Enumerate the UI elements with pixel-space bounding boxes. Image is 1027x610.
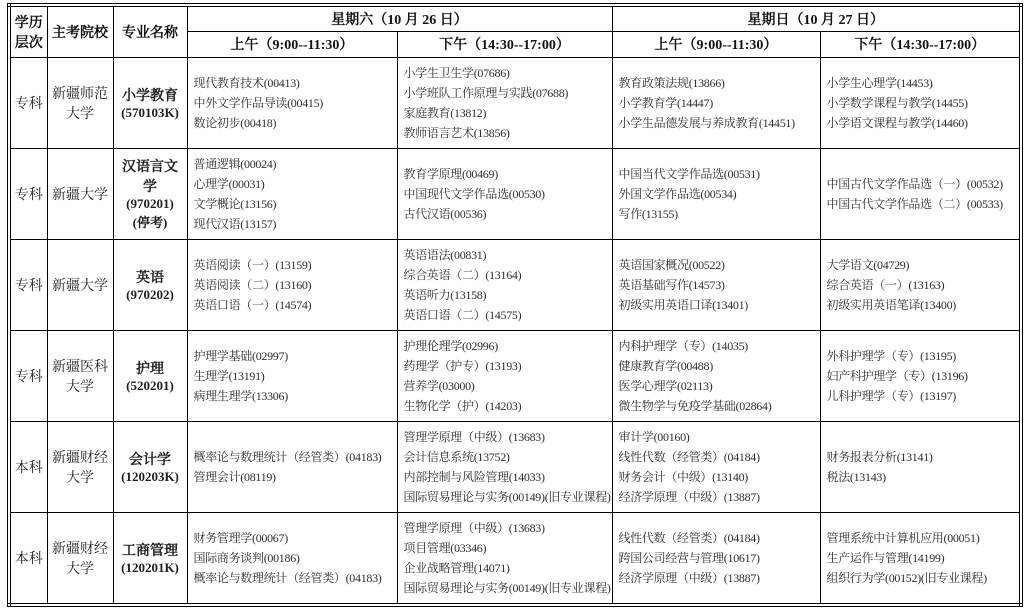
course-entry: 英语阅读（二）(13160) (193, 277, 312, 292)
header-sun-am: 上午（9:00--11:30） (612, 31, 820, 57)
session-cell-sat-pm (397, 512, 612, 605)
school-cell: 新疆大学 (47, 148, 113, 239)
session-cell-sun-pm (820, 421, 1021, 512)
header-sat-pm: 下午（14:30--17:00） (397, 31, 612, 57)
major-cell (113, 512, 187, 605)
course-entry: 外国文学作品选(00534) (618, 186, 737, 201)
course-entry: 小学班队工作原理与实践(07688) (403, 85, 569, 100)
course-entry: 综合英语（一）(13163) (826, 277, 945, 292)
course-entry: 组织行为学(00152)(旧专业课程) (826, 570, 987, 585)
major-code: (520201) (126, 377, 174, 393)
course-entry: 教育学原理(00469) (403, 166, 498, 181)
course-entry: 普通逻辑(00024) (193, 156, 277, 171)
course-entry: 国际商务谈判(00186) (193, 550, 300, 565)
course-entry: 中国现代文学作品选(00530) (403, 186, 545, 201)
course-entry: 儿科护理学（专）(13197) (826, 388, 956, 403)
session-cell-sun-am (612, 57, 820, 148)
session-cell-sun-pm (820, 239, 1021, 330)
course-entry: 大学语文(04729) (826, 257, 910, 272)
session-cell-sat-am (187, 57, 397, 148)
major-cell (113, 148, 187, 239)
course-entry: 文学概论(13156) (193, 196, 277, 211)
session-cell-sat-pm (397, 57, 612, 148)
course-entry: 小学教育学(14447) (618, 95, 713, 110)
course-entry: 药理学（护专）(13193) (403, 358, 522, 373)
session-cell-sat-pm (397, 239, 612, 330)
session-cell-sun-am (612, 239, 820, 330)
session-cell-sun-pm (820, 512, 1021, 605)
course-entry: 概率论与数理统计（经管类）(04183) (193, 449, 382, 464)
table-header (9, 5, 1021, 57)
course-entry: 国际贸易理论与实务(00149)(旧专业课程) (403, 580, 611, 595)
course-entry: 小学数学课程与教学(14455) (826, 95, 968, 110)
course-entry: 线性代数（经管类）(04184) (618, 449, 760, 464)
course-entry: 线性代数（经管类）(04184) (618, 530, 760, 545)
course-entry: 小学生卫生学(07686) (403, 65, 510, 80)
header-sun-pm: 下午（14:30--17:00） (820, 31, 1021, 57)
major-name: 护理 (136, 361, 164, 377)
table-row (9, 330, 1021, 421)
course-entry: 财务会计（中级）(13140) (618, 469, 748, 484)
course-entry: 病理生理学(13306) (193, 388, 288, 403)
course-entry: 中国古代文学作品选（一）(00532) (826, 176, 1003, 191)
course-entry: 写作(13155) (618, 206, 678, 221)
course-entry: 税法(13143) (826, 469, 886, 484)
course-entry: 小学生心理学(14453) (826, 75, 933, 90)
course-entry: 初级实用英语笔译(13400) (826, 297, 956, 312)
course-entry: 教育政策法规(13866) (618, 75, 725, 90)
course-entry: 生理学(13191) (193, 368, 265, 383)
course-entry: 小学生品德发展与养成教育(14451) (618, 115, 795, 130)
course-entry: 英语听力(13158) (403, 287, 487, 302)
level-cell: 专科 (9, 239, 47, 330)
table-row (9, 57, 1021, 148)
session-cell-sun-am (612, 421, 820, 512)
course-entry: 经济学原理（中级）(13887) (618, 489, 760, 504)
course-entry: 初级实用英语口译(13401) (618, 297, 748, 312)
course-entry: 中国当代文学作品选(00531) (618, 166, 760, 181)
exam-schedule-table (7, 3, 1023, 607)
major-code: (970202) (126, 286, 174, 302)
course-entry: 护理伦理学(02996) (403, 338, 498, 353)
course-entry: 妇产科护理学（专）(13196) (826, 368, 968, 383)
school-cell: 新疆大学 (47, 239, 113, 330)
session-cell-sat-pm (397, 421, 612, 512)
course-entry: 医学心理学(02113) (618, 378, 713, 393)
header-saturday: 星期六（10 月 26 日） (187, 5, 612, 31)
course-entry: 现代汉语(13157) (193, 216, 277, 231)
course-entry: 英语国家概况(00522) (618, 257, 725, 272)
course-entry: 财务报表分析(13141) (826, 449, 933, 464)
major-cell (113, 239, 187, 330)
school-cell: 新疆财经大学 (47, 421, 113, 512)
major-name: 小学教育 (122, 88, 178, 104)
major-name: 英语 (136, 270, 164, 286)
course-entry: 会计信息系统(13752) (403, 449, 510, 464)
course-entry: 项目管理(03346) (403, 540, 487, 555)
session-cell-sat-am (187, 421, 397, 512)
header-major: 专业名称 (113, 5, 187, 57)
header-level: 学历层次 (9, 5, 47, 57)
course-entry: 古代汉语(00536) (403, 206, 487, 221)
course-entry: 概率论与数理统计（经管类）(04183) (193, 570, 382, 585)
session-cell-sat-am (187, 148, 397, 239)
course-entry: 管理学原理（中级）(13683) (403, 429, 545, 444)
course-entry: 英语口语（二）(14575) (403, 307, 522, 322)
course-entry: 护理学基础(02997) (193, 348, 288, 363)
course-entry: 内部控制与风险管理(14033) (403, 469, 545, 484)
session-cell-sun-am (612, 512, 820, 605)
course-entry: 中外文学作品导读(00415) (193, 95, 323, 110)
session-cell-sat-am (187, 512, 397, 605)
major-code: (970201) (126, 196, 174, 211)
session-cell-sat-am (187, 330, 397, 421)
major-name: 工商管理 (122, 543, 178, 559)
course-entry: 英语口语（一）(14574) (193, 297, 312, 312)
session-cell-sun-pm (820, 57, 1021, 148)
course-entry: 中国古代文学作品选（二）(00533) (826, 196, 1003, 211)
course-entry: 审计学(00160) (618, 429, 690, 444)
course-entry: 管理系统中计算机应用(00051) (826, 530, 980, 545)
course-entry: 家庭教育(13812) (403, 105, 487, 120)
school-cell: 新疆医科大学 (47, 330, 113, 421)
session-cell-sat-pm (397, 330, 612, 421)
course-entry: 国际贸易理论与实务(00149)(旧专业课程) (403, 489, 611, 504)
major-cell (113, 421, 187, 512)
course-entry: 小学语文课程与教学(14460) (826, 115, 968, 130)
course-entry: 生物化学（护）(14203) (403, 398, 522, 413)
course-entry: 管理会计(08119) (193, 469, 276, 484)
session-cell-sun-pm (820, 148, 1021, 239)
course-entry: 健康教育学(00488) (618, 358, 713, 373)
course-entry: 跨国公司经营与管理(10617) (618, 550, 760, 565)
major-cell (113, 57, 187, 148)
session-cell-sat-am (187, 239, 397, 330)
course-entry: 财务管理学(00067) (193, 530, 288, 545)
course-entry: 微生物学与免疫学基础(02864) (618, 398, 772, 413)
session-cell-sat-pm (397, 148, 612, 239)
major-code: (120201K) (121, 559, 179, 575)
course-entry: 企业战略管理(14071) (403, 560, 510, 575)
course-entry: 综合英语（二）(13164) (403, 267, 522, 282)
header-sat-am: 上午（9:00--11:30） (187, 31, 397, 57)
course-entry: 教师语言艺术(13856) (403, 125, 510, 140)
course-entry: 经济学原理（中级）(13887) (618, 570, 760, 585)
schedule-body (9, 57, 1021, 605)
course-entry: 心理学(00031) (193, 176, 265, 191)
level-cell: 本科 (9, 512, 47, 605)
course-entry: 管理学原理（中级）(13683) (403, 520, 545, 535)
school-cell: 新疆财经大学 (47, 512, 113, 605)
header-sunday: 星期日（10 月 27 日） (612, 5, 1021, 31)
level-cell: 专科 (9, 148, 47, 239)
major-name: 会计学 (129, 452, 171, 468)
course-entry: 营养学(03000) (403, 378, 475, 393)
level-cell: 专科 (9, 330, 47, 421)
table-row (9, 148, 1021, 239)
session-cell-sun-am (612, 148, 820, 239)
school-cell: 新疆师范大学 (47, 57, 113, 148)
level-cell: 专科 (9, 57, 47, 148)
course-entry: 英语阅读（一）(13159) (193, 257, 312, 272)
course-entry: 现代教育技术(00413) (193, 75, 300, 90)
course-entry: 内科护理学（专）(14035) (618, 338, 748, 353)
table-row (9, 239, 1021, 330)
major-note: (停考) (132, 215, 168, 230)
course-entry: 英语语法(00831) (403, 247, 487, 262)
course-entry: 英语基础写作(14573) (618, 277, 725, 292)
major-code: (120203K) (121, 468, 179, 484)
course-entry: 外科护理学（专）(13195) (826, 348, 956, 363)
level-cell: 本科 (9, 421, 47, 512)
major-name: 汉语言文学 (122, 160, 178, 195)
table-row (9, 421, 1021, 512)
major-cell (113, 330, 187, 421)
course-entry: 数论初步(00418) (193, 115, 277, 130)
major-code: (570103K) (121, 104, 179, 120)
session-cell-sun-pm (820, 330, 1021, 421)
course-entry: 生产运作与管理(14199) (826, 550, 945, 565)
table-row (9, 512, 1021, 605)
session-cell-sun-am (612, 330, 820, 421)
header-school: 主考院校 (47, 5, 113, 57)
